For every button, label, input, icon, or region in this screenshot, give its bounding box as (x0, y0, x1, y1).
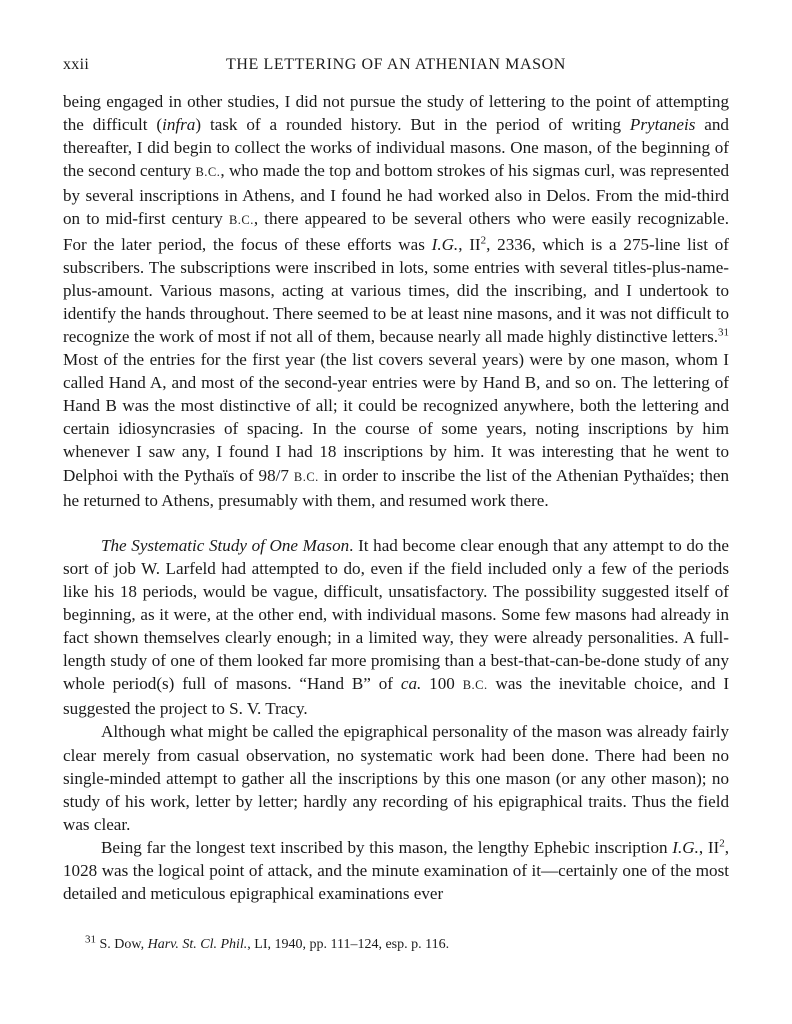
text-run: , LI, 1940, pp. 111–124, esp. p. 116. (247, 937, 450, 952)
footnote (63, 933, 729, 954)
body-text (63, 90, 729, 905)
superscript: 31 (85, 933, 96, 946)
text-run: , who made the top and bottom strokes of his sigmas curl, was represented by several inscriptions in Athens, and I found he had worked also in Delos. From the mid-third on to mid-first century (63, 161, 729, 229)
text-run: was the inevitable choice, and I suggested the project to S. V. Tracy. (63, 674, 730, 719)
italic-run: infra (162, 115, 196, 135)
text-run: S. Dow, (96, 937, 148, 952)
small-caps-run: B.C. (462, 678, 488, 693)
paragraph (63, 534, 729, 721)
paragraph (63, 836, 729, 905)
small-caps-run: B.C. (195, 165, 221, 180)
paragraph (63, 90, 729, 512)
italic-run: ca. (400, 674, 422, 694)
small-caps-run: B.C. (228, 213, 254, 228)
text-run: , II (458, 234, 481, 254)
superscript: 2 (480, 233, 487, 246)
text-run: and thereafter, I did begin to collect the works of individual masons. One mason, of the beginning of the second century (63, 115, 729, 181)
text-run: Being far the longest text inscribed by this mason, the lengthy Ephebic inscription (101, 837, 673, 857)
italic-run: I.G. (431, 234, 459, 254)
running-title: THE LETTERING OF AN ATHENIAN MASON (226, 56, 566, 73)
text-run: Most of the entries for the first year (the list covers several years) were by one mason, whom I called Hand A, and most of the second-year entries were by Hand B, and so on. The lettering of Hand B was the most distinctive of all; it could be recognized anywhere, both the lettering and certain idiosyncrasies of spacing. In the course of some years, noting inscriptions by him whenever I saw any, I found I had 18 inscriptions by him. It was interesting that he went to Delphoi with the Pythaïs of 98/7 (63, 350, 729, 485)
text-run: 100 (421, 674, 463, 694)
page-number: xxii (63, 56, 90, 73)
superscript: 2 (719, 837, 725, 850)
text-run: Although what might be called the epigraphical personality of the mason was already fairly clear merely from casual observation, no systematic work had been done. There had been no single-minded attempt to gather all the inscriptions by this one mason (or any other mason); no study of his work, letter by letter; hardly any recording of his epigraphical traits. Thus the field was clear. (63, 722, 729, 834)
small-caps-run: B.C. (293, 469, 319, 484)
text-run: , 2336, which is a 275-line list of subscribers. The subscriptions were inscribed in lots, some entries with several titles-plus-name-plus-amount. Various masons, acting at various times, did the inscribing, and I undertook to identify the hands throughout. There seemed to be at least nine masons, and it was not difficult to recognize the work of most if not all of them, because nearly all made highly distinctive letters. (63, 234, 730, 346)
italic-run: The Systematic Study of One Mason (101, 535, 350, 555)
italic-run: Prytaneis (629, 115, 696, 135)
section-gap (63, 512, 729, 534)
italic-run: Harv. St. Cl. Phil. (147, 937, 248, 952)
text-run: . It had become clear enough that any attempt to do the sort of job W. Larfeld had attempted to do, even if the field included only a few of the periods like his 18 periods, would be vague, difficult, unsatisfactory. The possibility suggested itself of beginning, as it were, at the other end, with individual masons. Some few masons had already in fact shown themselves clearly enough; in a limited way, they were already personalities. A full-length study of one of them looked far more promising than a best-that-can-be-done study of any whole period(s) full of masons. “Hand B” of (63, 535, 730, 694)
paragraph (63, 720, 729, 835)
text-run: , 1028 was the logical point of attack, and the minute examination of it—certainly one of the most detailed and meticulous epigraphical examinations ever (63, 837, 729, 904)
text-run: being engaged in other studies, I did not pursue the study of lettering to the point of attempting the difficult ( (63, 92, 729, 135)
running-header (63, 56, 729, 80)
text-run: , II (698, 837, 720, 857)
italic-run: I.G. (672, 837, 699, 857)
text-run: , there appeared to be several others who were easily recognizable. For the later period, the focus of these efforts was (63, 209, 729, 254)
text-run: in order to inscribe the list of the Athenian Pythaïdes; then he returned to Athens, presumably with them, and resumed work there. (63, 465, 730, 510)
superscript: 31 (718, 326, 729, 339)
text-run: ) task of a rounded history. But in the period of writing (195, 115, 630, 135)
